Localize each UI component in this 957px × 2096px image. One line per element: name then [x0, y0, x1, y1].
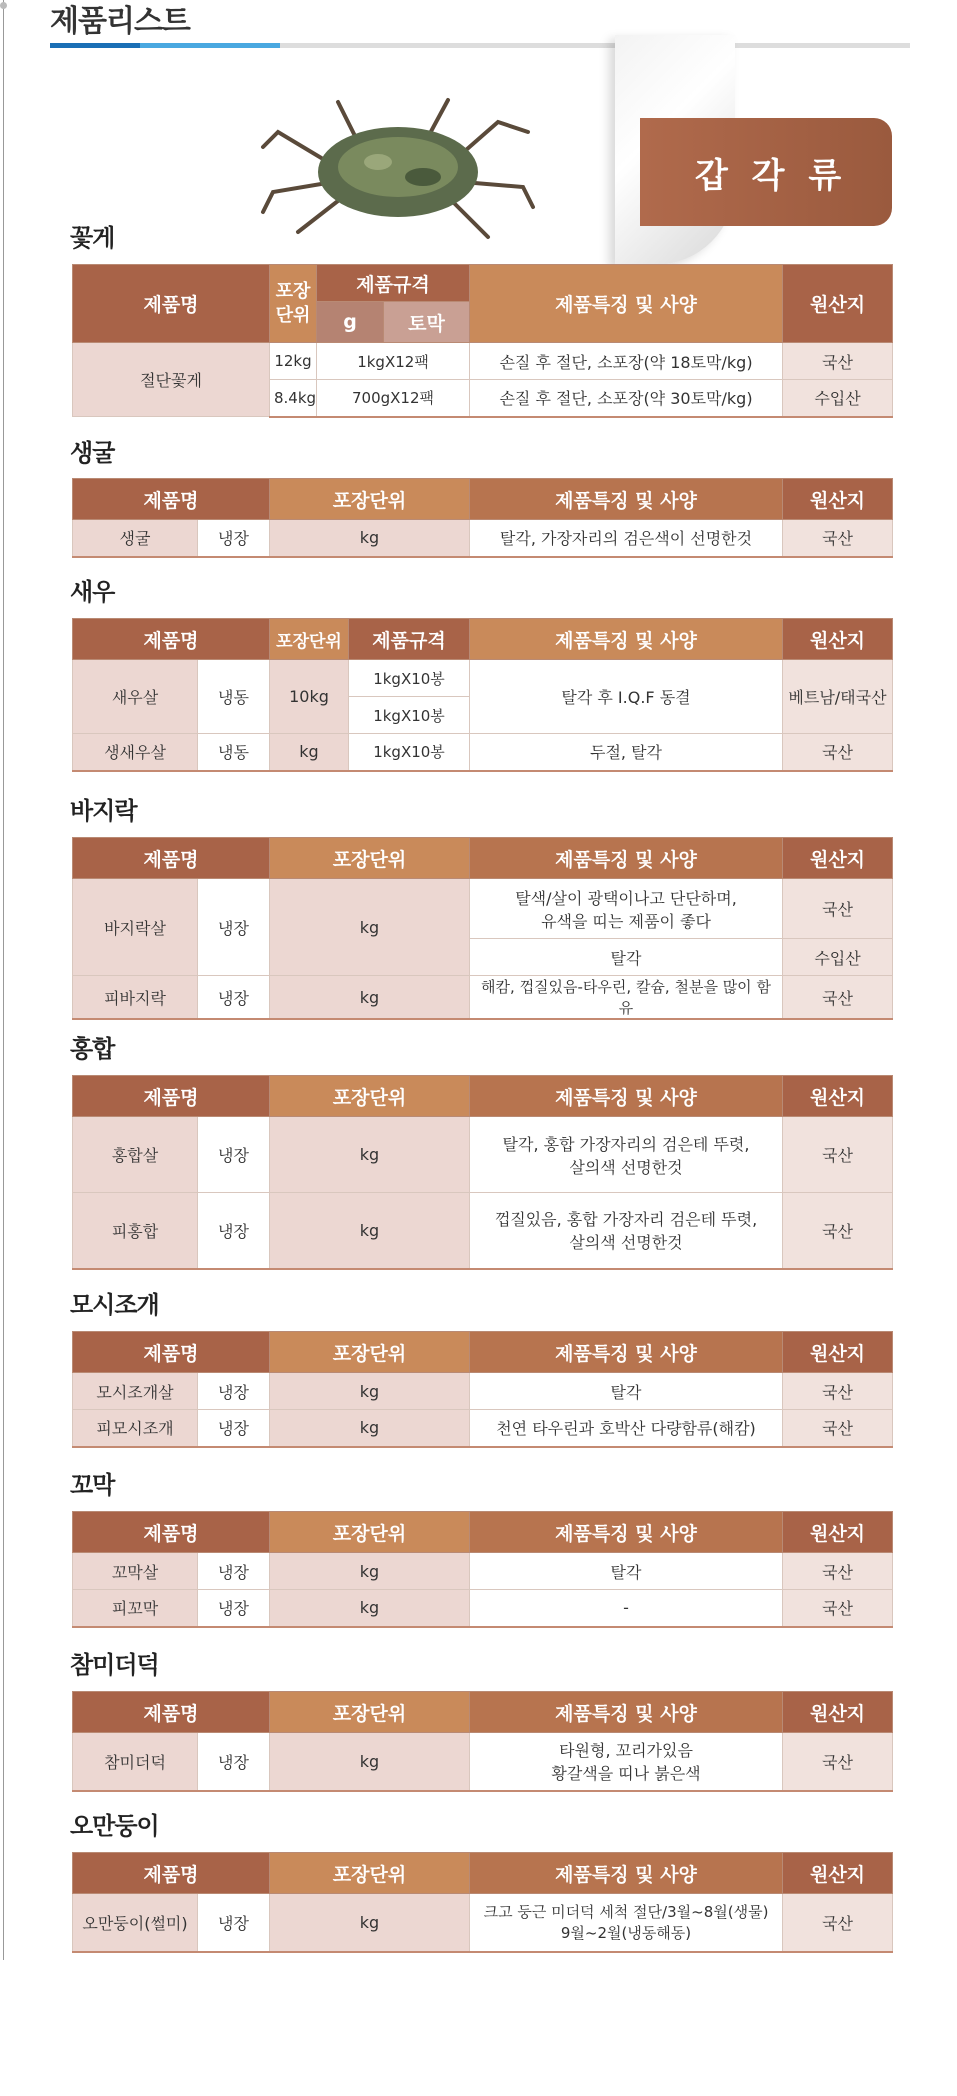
header-name: 제품명: [73, 619, 270, 660]
spec: 700gX12팩: [317, 380, 470, 417]
clam-table: [72, 837, 893, 1020]
storage: 냉장: [198, 520, 270, 557]
cockle-table: [72, 1511, 893, 1628]
page-title: 제품리스트: [50, 4, 190, 39]
section-title-chammi: 참미더덕: [70, 1651, 159, 1679]
pack-unit: kg: [270, 1410, 470, 1447]
product-name: 절단꽃게: [73, 343, 270, 417]
header-feature: 제품특징 및 사양: [470, 1853, 783, 1894]
section-title-oyster: 생굴: [70, 439, 115, 467]
header-pack: 포장단위: [270, 479, 470, 520]
crab-table: [72, 264, 893, 418]
header-pack: 포장단위: [270, 838, 470, 879]
header-origin: 원산지: [783, 619, 893, 660]
origin: 국산: [783, 1894, 893, 1952]
pack-unit: kg: [270, 879, 470, 976]
header-pack: 포장단위: [270, 1512, 470, 1553]
header-name: 제품명: [73, 1332, 270, 1373]
origin: 국산: [783, 734, 893, 771]
mussel-table: [72, 1075, 893, 1270]
section-title-omandungi: 오만둥이: [70, 1812, 159, 1840]
header-feature: 제품특징 및 사양: [470, 619, 783, 660]
header-name: 제품명: [73, 479, 270, 520]
pack-unit: 12kg: [270, 343, 317, 380]
header-origin: 원산지: [783, 1692, 893, 1733]
storage: 냉장: [198, 1410, 270, 1447]
header-spec-tomak: 토막: [384, 302, 470, 343]
origin: 국산: [783, 343, 893, 380]
origin: 국산: [783, 1553, 893, 1590]
pack-unit: kg: [270, 734, 349, 771]
storage: 냉장: [198, 1553, 270, 1590]
pack-unit: kg: [270, 1733, 470, 1791]
product-name: 꼬막살: [73, 1553, 198, 1590]
header-name: 제품명: [73, 1076, 270, 1117]
feature: 해캄, 껍질있음-타우린, 칼슘, 철분을 많이 함유: [470, 976, 783, 1020]
product-name: 모시조개살: [73, 1373, 198, 1410]
origin: 국산: [783, 1410, 893, 1447]
header-name: 제품명: [73, 838, 270, 879]
feature: 두절, 탈각: [470, 734, 783, 771]
header-feature: 제품특징 및 사양: [470, 838, 783, 879]
header-feature: 제품특징 및 사양: [470, 1076, 783, 1117]
origin: 베트남/태국산: [783, 660, 893, 734]
pack-unit: 8.4kg: [270, 380, 317, 417]
pack-unit: kg: [270, 1373, 470, 1410]
header-pack: 포장 단위: [270, 265, 317, 343]
pack-unit: kg: [270, 1117, 470, 1193]
pack-unit: kg: [270, 1193, 470, 1269]
storage: 냉장: [198, 1193, 270, 1269]
spec: 1kgX12팩: [317, 343, 470, 380]
header-name: 제품명: [73, 1692, 270, 1733]
feature: 탈각 후 I.Q.F 동결: [470, 660, 783, 734]
storage: 냉장: [198, 1373, 270, 1410]
rule-dot: [0, 2, 7, 9]
product-name: 피바지락: [73, 976, 198, 1020]
pack-unit: kg: [270, 1553, 470, 1590]
origin: 국산: [783, 976, 893, 1020]
feature: -: [470, 1590, 783, 1627]
feature: 탈각: [470, 939, 783, 976]
feature: 탈각: [470, 1373, 783, 1410]
storage: 냉장: [198, 1894, 270, 1952]
header-name: 제품명: [73, 1512, 270, 1553]
storage: 냉동: [198, 660, 270, 734]
product-name: 새우살: [73, 660, 198, 734]
spec: 1kgX10봉: [349, 734, 470, 771]
section-title-cockle: 꼬막: [70, 1471, 115, 1499]
feature: 탈색/살이 광택이나고 단단하며, 유색을 띠는 제품이 좋다: [470, 879, 783, 939]
chammi-table: [72, 1691, 893, 1792]
header-pack: 포장단위: [270, 1692, 470, 1733]
header-spec-g: g: [317, 302, 384, 343]
header-origin: 원산지: [783, 838, 893, 879]
header-pack: 포장단위: [270, 1853, 470, 1894]
origin: 수입산: [783, 939, 893, 976]
header-origin: 원산지: [783, 1512, 893, 1553]
origin: 국산: [783, 520, 893, 557]
header-spec: 제품규격: [317, 265, 470, 302]
section-title-short-neck: 모시조개: [70, 1291, 159, 1319]
storage: 냉장: [198, 1590, 270, 1627]
section-title-shrimp: 새우: [70, 578, 115, 606]
product-name: 바지락살: [73, 879, 198, 976]
product-name: 피꼬막: [73, 1590, 198, 1627]
origin: 국산: [783, 1117, 893, 1193]
header-pack: 포장단위: [270, 1076, 470, 1117]
storage: 냉장: [198, 976, 270, 1020]
product-name: 피홍합: [73, 1193, 198, 1269]
header-origin: 원산지: [783, 1332, 893, 1373]
feature: 손질 후 절단, 소포장(약 18토막/kg): [470, 343, 783, 380]
section-title-clam: 바지락: [70, 797, 137, 825]
product-name: 참미더덕: [73, 1733, 198, 1791]
origin: 국산: [783, 1590, 893, 1627]
pack-unit: kg: [270, 976, 470, 1020]
feature: 크고 둥근 미더덕 세척 절단/3월~8월(생물) 9월~2월(냉동해동): [470, 1894, 783, 1952]
feature: 탈각, 가장자리의 검은색이 선명한것: [470, 520, 783, 557]
pack-unit: kg: [270, 1590, 470, 1627]
header-feature: 제품특징 및 사양: [470, 1332, 783, 1373]
header-origin: 원산지: [783, 479, 893, 520]
shrimp-table: [72, 618, 893, 772]
origin: 국산: [783, 1733, 893, 1791]
short-neck-table: [72, 1331, 893, 1448]
storage: 냉장: [198, 1733, 270, 1791]
origin: 국산: [783, 1373, 893, 1410]
crab-image: [258, 92, 536, 244]
product-name: 피모시조개: [73, 1410, 198, 1447]
banner-label: 갑 각 류: [695, 156, 848, 196]
section-title-mussel: 홍합: [70, 1035, 115, 1063]
pack-unit: kg: [270, 1894, 470, 1952]
header-origin: 원산지: [783, 1076, 893, 1117]
feature: 껍질있음, 홍합 가장자리 검은테 뚜렷, 살의색 선명한것: [470, 1193, 783, 1269]
title-underline: [50, 43, 910, 48]
product-name: 생굴: [73, 520, 198, 557]
feature: 탈각, 홍합 가장자리의 검은테 뚜렷, 살의색 선명한것: [470, 1117, 783, 1193]
header-origin: 원산지: [783, 265, 893, 343]
storage: 냉동: [198, 734, 270, 771]
header-feature: 제품특징 및 사양: [470, 1512, 783, 1553]
omandungi-table: [72, 1852, 893, 1953]
header-feature: 제품특징 및 사양: [470, 479, 783, 520]
header-spec: 제품규격: [349, 619, 470, 660]
left-rule: [3, 0, 4, 1960]
header-name: 제품명: [73, 1853, 270, 1894]
product-name: 생새우살: [73, 734, 198, 771]
oyster-table: [72, 478, 893, 558]
header-name: 제품명: [73, 265, 270, 343]
pack-unit: 10kg: [270, 660, 349, 734]
feature: 탈각: [470, 1553, 783, 1590]
storage: 냉장: [198, 1117, 270, 1193]
spec: 1kgX10봉: [349, 697, 470, 734]
feature: 천연 타우린과 호박산 다량함류(해캄): [470, 1410, 783, 1447]
feature: 타원형, 꼬리가있음 황갈색을 띠나 붉은색: [470, 1733, 783, 1791]
header-pack: 포장단위: [270, 619, 349, 660]
product-name: 홍합살: [73, 1117, 198, 1193]
origin: 국산: [783, 1193, 893, 1269]
origin: 수입산: [783, 380, 893, 417]
header-feature: 제품특징 및 사양: [470, 265, 783, 343]
header-feature: 제품특징 및 사양: [470, 1692, 783, 1733]
spec: 1kgX10봉: [349, 660, 470, 697]
origin: 국산: [783, 879, 893, 939]
header-pack: 포장단위: [270, 1332, 470, 1373]
section-title-crab: 꽃게: [70, 224, 115, 252]
storage: 냉장: [198, 879, 270, 976]
feature: 손질 후 절단, 소포장(약 30토막/kg): [470, 380, 783, 417]
pack-unit: kg: [270, 520, 470, 557]
product-name: 오만둥이(썰미): [73, 1894, 198, 1952]
header-origin: 원산지: [783, 1853, 893, 1894]
